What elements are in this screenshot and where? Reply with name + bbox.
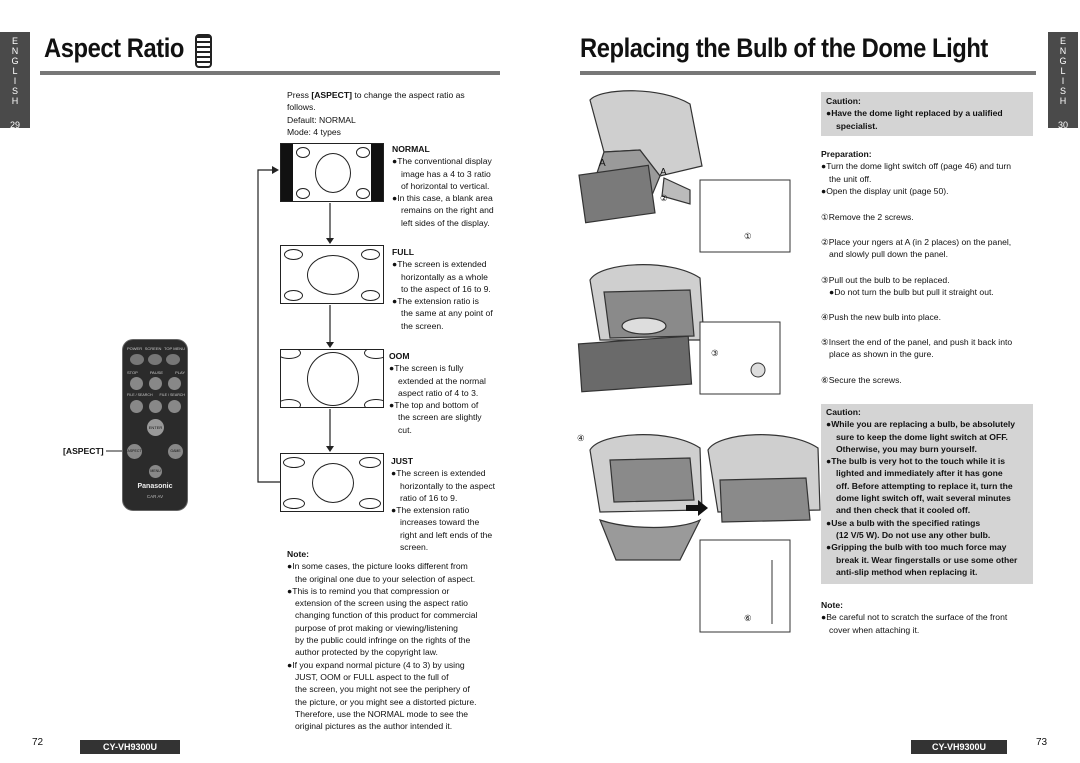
caution-line: and then check that it cooled off. <box>836 505 971 516</box>
remote-label: PLAY <box>175 370 185 375</box>
brand-text: Panasonic <box>137 483 173 490</box>
mode-line: extended at the normal <box>398 375 486 386</box>
mode-line: the same at any point of <box>401 308 493 319</box>
side-tab-letter: I <box>1061 76 1065 86</box>
side-tab-letter: N <box>1059 46 1067 56</box>
caution-line: ●The bulb is very hot to the touch while it is <box>826 456 1005 467</box>
figure-panel-removal <box>579 91 702 223</box>
aspect-label: ASPECT <box>127 449 142 453</box>
caution-title: Caution: <box>826 407 861 417</box>
mode-line: horizontally as a whole <box>401 271 488 282</box>
zoom-mode-heading: OOM <box>389 351 410 361</box>
note-line: ●This is to remind you that compression or <box>287 585 450 596</box>
step1-marker: ① <box>744 231 752 241</box>
step-line: ①Remove the 2 screws. <box>821 212 914 222</box>
side-tab-letter: N <box>11 46 19 56</box>
intro-aspect-key: [ASPECT] <box>311 90 352 100</box>
note-line: cover when attaching it. <box>829 624 920 635</box>
page-number-right: 73 <box>1036 737 1048 748</box>
caution-line: specialist. <box>836 120 878 131</box>
mode-line: horizontally to the aspect <box>400 480 496 491</box>
mode-line: screen. <box>400 542 429 553</box>
intro-default: Default: NORMAL <box>287 114 356 125</box>
note-title: Note: <box>287 549 309 559</box>
mode-line: ●The extension ratio <box>391 505 470 516</box>
mode-line: left sides of the display. <box>401 217 490 228</box>
remote-label: TOP MENU <box>164 346 185 351</box>
intro-line2: follows. <box>287 102 316 113</box>
note-line: ●In some cases, the picture looks different from <box>287 561 468 572</box>
caution-line: anti-slip method when replacing it. <box>836 566 978 577</box>
intro-line1-pre: Press <box>287 90 312 100</box>
just-mode-heading: JUST <box>391 456 413 466</box>
side-tab-letter: H <box>1059 96 1067 106</box>
note-line: Therefore, use the NORMAL mode to see the <box>295 708 469 719</box>
mode-line: the screen are slightly <box>398 412 482 423</box>
caution-line: lighted and immediately after it has gone <box>836 468 1003 479</box>
mode-line: right and left ends of the <box>400 529 493 540</box>
caution-line: Otherwise, you may burn yourself. <box>836 443 977 454</box>
mode-line: the screen. <box>401 320 444 331</box>
caution-title: Caution: <box>826 96 861 106</box>
step-line: place as shown in the gure. <box>829 349 934 360</box>
step-line: ③Pull out the bulb to be replaced. <box>821 275 950 285</box>
caution-line: off. Before attempting to replace it, turn the <box>836 480 1013 491</box>
note-title: Note: <box>821 600 843 610</box>
side-tab-letter: E <box>11 36 18 46</box>
aspect-callout: [ASPECT] <box>63 446 104 456</box>
prep-line: ●Open the display unit (page 50). <box>821 185 949 196</box>
note-line: purpose of prot making or viewing/listening <box>295 622 458 633</box>
caution-line: dome light switch off, wait several minutes <box>836 493 1011 504</box>
label-a2: A <box>660 167 667 178</box>
note-line: the screen, you might not see the periphery of <box>295 684 470 695</box>
page-title-text: Replacing the Bulb of the Dome Light <box>580 33 988 63</box>
remote-label: PAUSE <box>149 370 164 375</box>
step2-marker: ② <box>660 193 668 203</box>
mode-line: ●The top and bottom of <box>389 400 479 411</box>
mode-line: ●The screen is extended <box>391 468 486 479</box>
mode-line: aspect ratio of 4 to 3. <box>398 387 479 398</box>
note-line: original pictures as the author intended it. <box>295 721 453 732</box>
note-line: author protected by the copyright law. <box>295 647 438 658</box>
side-tab-letter: E <box>1059 36 1066 46</box>
enter-label: ENTER <box>148 425 163 430</box>
remote-label: POWER <box>127 346 143 351</box>
mode-line: ●The screen is extended <box>392 259 487 270</box>
step-line: and slowly pull down the panel. <box>829 249 948 260</box>
normal-mode-heading: NORMAL <box>392 144 430 154</box>
side-tab-letter: L <box>12 66 18 76</box>
mode-line: ●In this case, a blank area <box>392 193 493 204</box>
step6-marker: ⑥ <box>744 613 752 623</box>
model-text: CAR AV <box>146 494 164 499</box>
mode-line: ●The screen is fully <box>389 363 464 374</box>
side-tab-letter: S <box>11 86 18 96</box>
note-line: ●If you expand normal picture (4 to 3) by using <box>287 659 465 670</box>
prep-line: ●Turn the dome light switch off (page 46) and turn <box>821 161 1012 172</box>
note-line: the picture, or you might see a distorted picture. <box>295 696 477 707</box>
footer-model-right: CY-VH9300U <box>911 740 1007 754</box>
mode-line: increases toward the <box>400 517 480 528</box>
side-tab-letter: L <box>1060 66 1066 76</box>
note-line: the original one due to your selection of aspect. <box>295 573 476 584</box>
step-line: ④Push the new bulb into place. <box>821 312 941 322</box>
figure-panel-insert-2 <box>708 435 820 522</box>
game-label: GAME <box>170 449 181 453</box>
step-line: ●Do not turn the bulb but pull it straight out. <box>829 287 994 298</box>
mode-line: to the aspect of 16 to 9. <box>401 283 491 294</box>
step4-marker: ④ <box>577 433 585 443</box>
caution-line: (12 V/5 W). Do not use any other bulb. <box>836 529 991 540</box>
mode-line: image has a 4 to 3 ratio <box>401 168 491 179</box>
footer-model-left: CY-VH9300U <box>80 740 180 754</box>
caution-line: ●Use a bulb with the specified ratings <box>826 517 981 528</box>
step-line: ⑤Insert the end of the panel, and push it back into <box>821 337 1013 347</box>
mode-line: ●The conventional display <box>392 156 492 167</box>
preparation-title: Preparation: <box>821 149 872 159</box>
remote-label: SCREEN <box>144 346 162 351</box>
side-tab-page-number: 30 <box>1057 120 1068 130</box>
label-a1: A <box>599 158 606 169</box>
caution-line: ●Gripping the bulb with too much force may <box>826 542 1007 553</box>
step-line: ②Place your ngers at A (in 2 places) on the panel, <box>821 237 1012 247</box>
side-tab-page-number: 29 <box>9 120 20 130</box>
caution-line: ●Have the dome light replaced by a ualified <box>826 108 1003 119</box>
caution-line: ●While you are replacing a bulb, be absolutely <box>826 419 1016 430</box>
note-line: JUST, OOM or FULL aspect to the full of <box>295 671 449 682</box>
note-line: changing function of this product for commercial <box>295 610 478 621</box>
side-tab-letter: G <box>1059 56 1067 66</box>
remote-label: STOP <box>127 370 138 375</box>
prep-line: the unit off. <box>829 173 872 184</box>
side-tab-letter: G <box>11 56 19 66</box>
intro-mode: Mode: 4 types <box>287 126 341 137</box>
caution-line: sure to keep the dome light switch at OFF. <box>836 431 1008 442</box>
step-line: ⑥Secure the screws. <box>821 375 902 385</box>
intro-line1-post: to change the aspect ratio as <box>351 90 465 100</box>
mode-line: of horizontal to vertical. <box>401 180 490 191</box>
mode-line: cut. <box>398 424 412 435</box>
mode-line: remains on the right and <box>401 205 494 216</box>
full-mode-heading: FULL <box>392 247 414 257</box>
page-number-left: 72 <box>32 737 44 748</box>
menu-label: MENU <box>150 469 161 473</box>
page-title-text: Aspect Ratio <box>44 33 184 63</box>
side-tab-letter: S <box>1059 86 1066 96</box>
step3-marker: ③ <box>711 348 719 358</box>
figure-panel-insert-1 <box>590 435 702 560</box>
note-line: by the public could infringe on the rights of the <box>295 635 471 646</box>
note-line: extension of the screen using the aspect ratio <box>295 598 468 609</box>
figure-bulb-removal <box>578 265 704 392</box>
side-tab-letter: H <box>11 96 19 106</box>
remote-label: FILE / SEARCH <box>127 393 153 397</box>
mode-line: ●The extension ratio is <box>392 296 479 307</box>
note-line: ●Be careful not to scratch the surface of the front <box>821 612 1008 623</box>
remote-label: FILE / SEARCH <box>159 393 185 397</box>
side-tab-letter: I <box>13 76 17 86</box>
caution-line: break it. Wear fingerstalls or use some other <box>836 554 1018 565</box>
mode-line: ratio of 16 to 9. <box>400 492 458 503</box>
